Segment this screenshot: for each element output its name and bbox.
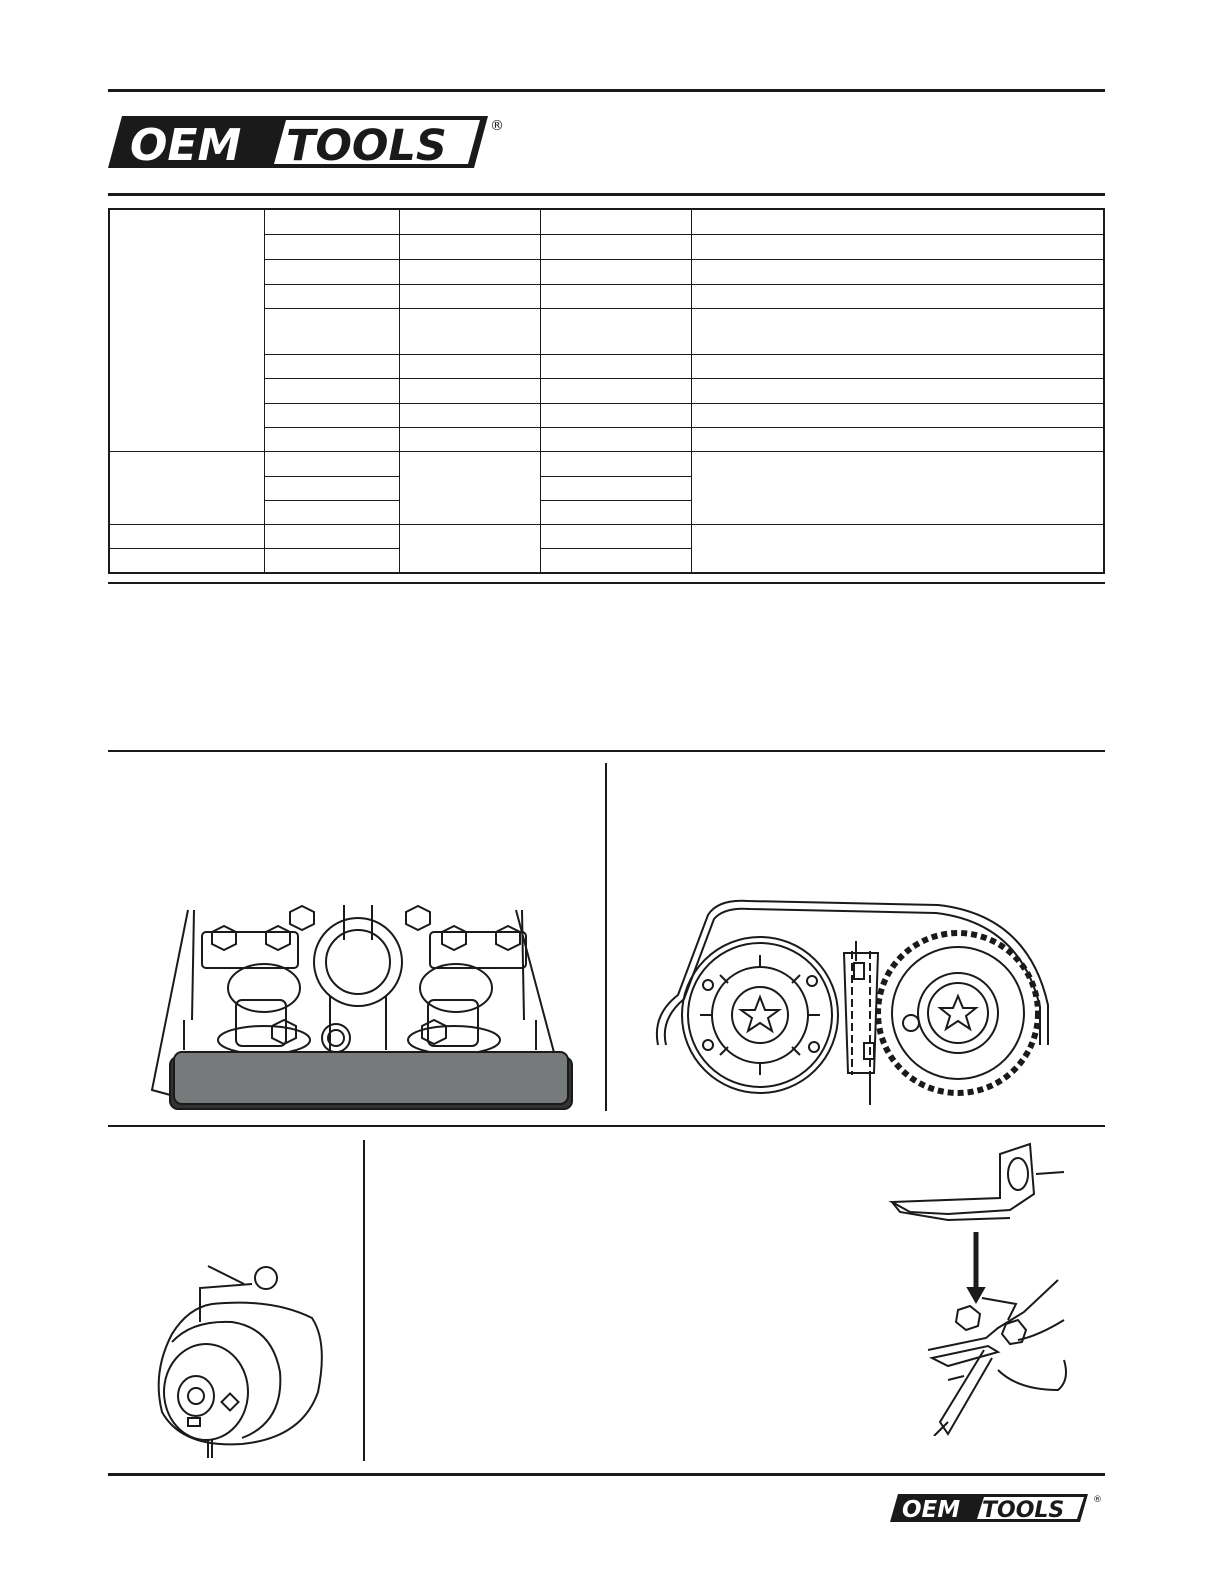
column-divider-1 — [605, 763, 607, 1111]
camshaft-alignment-illustration — [144, 900, 584, 1115]
brand-name-oem: OEM — [130, 120, 242, 171]
footer-rule — [108, 1473, 1105, 1476]
footer-brand-logo — [890, 1492, 1104, 1524]
camshaft-alignment-tool-icon — [144, 900, 584, 1115]
tensioner-pin-icon — [152, 1262, 332, 1460]
brand-logo — [108, 116, 508, 172]
section-rule-1 — [108, 750, 1105, 752]
timing-gears-illustration — [648, 895, 1058, 1110]
spec-table — [108, 208, 1105, 574]
locking-tool-illustration — [888, 1140, 1078, 1436]
header-rule — [108, 193, 1105, 196]
timing-gears-icon — [648, 895, 1058, 1110]
brand-name-tools: TOOLS — [286, 121, 447, 171]
tensioner-illustration — [152, 1262, 332, 1460]
footer-registered-mark: ® — [1093, 1495, 1102, 1505]
crankshaft-locking-tool-icon — [888, 1140, 1078, 1436]
top-rule — [108, 89, 1105, 92]
footer-brand-name-tools: TOOLS — [982, 1498, 1065, 1523]
registered-mark: ® — [490, 118, 504, 134]
footer-brand-name-oem: OEM — [902, 1497, 961, 1523]
section-rule-2 — [108, 1125, 1105, 1127]
table-bottom-rule — [108, 582, 1105, 584]
column-divider-2 — [363, 1140, 365, 1461]
